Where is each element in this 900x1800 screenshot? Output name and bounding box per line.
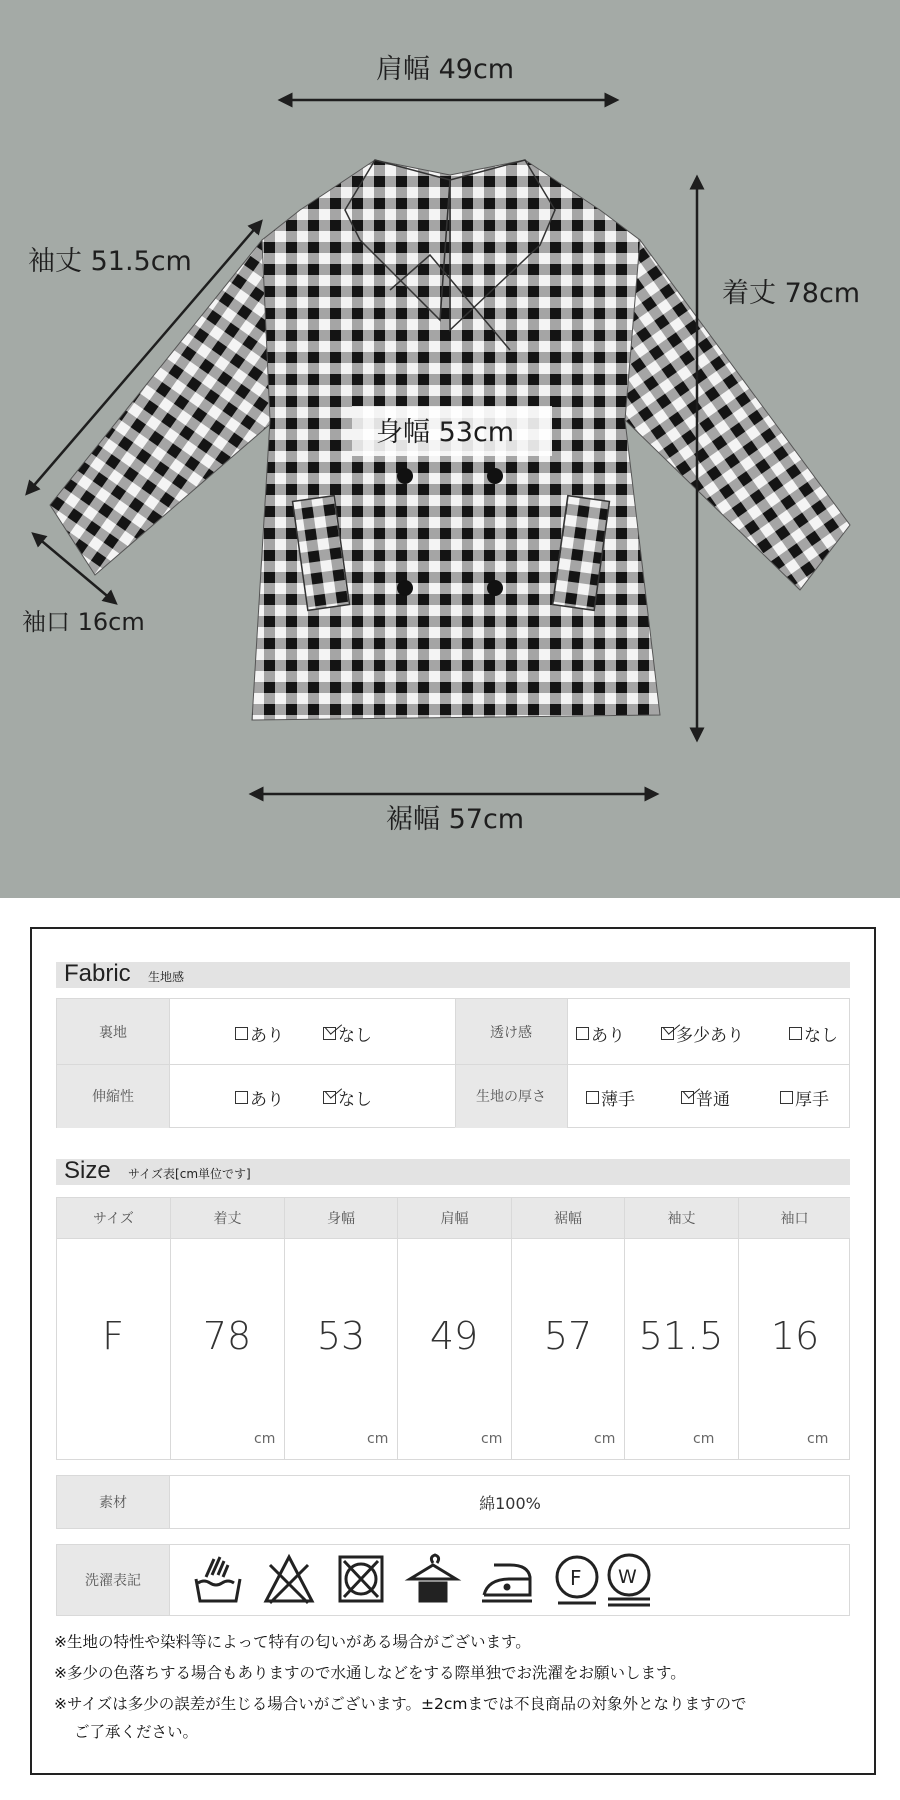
- size-title: Size: [64, 1157, 111, 1184]
- size-value-size: F: [102, 1314, 124, 1358]
- size-header-length: 着丈: [171, 1198, 284, 1238]
- size-value-shoulder: 49: [429, 1314, 479, 1358]
- fabric-section-header: [56, 962, 850, 988]
- lining-option-yes: あり: [235, 1021, 284, 1046]
- unit-label: cm: [254, 1431, 276, 1447]
- iron-low-icon: [482, 1565, 532, 1601]
- stretch-option-no: なし: [323, 1085, 372, 1110]
- note-3: ※サイズは多少の誤差が生じる場合いがございます。±2cmまでは不良商品の対象外となりますので: [54, 1695, 747, 1713]
- sleeve-length-label: 袖丈 51.5cm: [28, 246, 192, 277]
- size-header-body-width: 身幅: [285, 1198, 397, 1238]
- hem-width-label: 裾幅 57cm: [386, 804, 525, 835]
- unit-label: cm: [594, 1431, 616, 1447]
- size-header-sleeve: 袖丈: [625, 1198, 738, 1238]
- product-photo: [0, 0, 900, 898]
- checkbox-icon: [235, 1027, 248, 1040]
- thickness-option-thick: 厚手: [780, 1085, 829, 1110]
- total-length-label: 着丈 78cm: [722, 278, 861, 309]
- sheerness-label: 透け感: [455, 999, 567, 1064]
- lining-label: 裏地: [57, 999, 169, 1064]
- hand-wash-icon: [196, 1557, 240, 1601]
- shoulder-width-label: 肩幅 49cm: [376, 54, 515, 85]
- note-1: ※生地の特性や染料等によって特有の匂いがある場合がございます。: [54, 1633, 531, 1651]
- unit-label: cm: [481, 1431, 503, 1447]
- size-value-body-width: 53: [316, 1314, 366, 1358]
- size-section-header: [56, 1159, 850, 1185]
- thickness-label: 生地の厚さ: [455, 1064, 567, 1128]
- body-width-label: 身幅 53cm: [376, 417, 515, 448]
- note-2: ※多少の色落ちする場合もありますので水通しなどをする際単独でお洗濯をお願いします。: [54, 1664, 686, 1682]
- size-value-cuff: 16: [770, 1314, 820, 1358]
- size-value-hem: 57: [543, 1314, 593, 1358]
- spec-card: [30, 927, 876, 1775]
- size-value-sleeve: 51.5: [638, 1314, 724, 1358]
- svg-text:W: W: [618, 1566, 637, 1588]
- size-header-size: サイズ: [57, 1198, 170, 1238]
- material-value: 綿100%: [479, 1493, 541, 1513]
- material-row: [56, 1475, 850, 1529]
- stretch-option-yes: あり: [235, 1085, 284, 1110]
- size-value-length: 78: [202, 1314, 252, 1358]
- sheer-option-slight: 多少あり: [661, 1021, 744, 1046]
- hang-dry-icon: [410, 1555, 456, 1601]
- sheer-option-no: なし: [789, 1021, 838, 1046]
- unit-label: cm: [367, 1431, 389, 1447]
- care-icons: [192, 1553, 652, 1609]
- thickness-option-normal: 普通: [681, 1085, 730, 1110]
- thickness-option-thin: 薄手: [586, 1085, 635, 1110]
- unit-label: cm: [693, 1431, 715, 1447]
- no-bleach-icon: [266, 1557, 312, 1603]
- lining-option-no: なし: [323, 1021, 372, 1046]
- note-4: ご了承ください。: [74, 1723, 199, 1741]
- fabric-subtitle: 生地感: [148, 970, 185, 984]
- fabric-title: Fabric: [64, 960, 131, 987]
- wet-clean-w-icon: [608, 1555, 650, 1605]
- checkbox-icon: [576, 1027, 589, 1040]
- size-header-cuff: 袖口: [739, 1198, 850, 1238]
- checked-checkbox-icon: [323, 1091, 336, 1104]
- sheer-option-yes: あり: [576, 1021, 625, 1046]
- size-subtitle: サイズ表[cm単位です]: [128, 1167, 251, 1181]
- cuff-width-label: 袖口 16cm: [22, 608, 145, 636]
- checkbox-icon: [586, 1091, 599, 1104]
- checkbox-icon: [789, 1027, 802, 1040]
- material-label: 素材: [57, 1476, 169, 1528]
- size-table: [56, 1197, 850, 1460]
- size-header-shoulder: 肩幅: [398, 1198, 511, 1238]
- checked-checkbox-icon: [681, 1091, 694, 1104]
- checkbox-icon: [780, 1091, 793, 1104]
- no-tumble-dry-icon: [340, 1557, 382, 1601]
- checkbox-icon: [235, 1091, 248, 1104]
- checked-checkbox-icon: [661, 1027, 674, 1040]
- svg-text:F: F: [570, 1566, 582, 1590]
- stretch-label: 伸縮性: [57, 1064, 169, 1128]
- dry-clean-f-icon: [557, 1557, 597, 1603]
- checked-checkbox-icon: [323, 1027, 336, 1040]
- unit-label: cm: [807, 1431, 829, 1447]
- care-label: 洗濯表記: [57, 1545, 169, 1615]
- fabric-table: [56, 998, 850, 1128]
- size-header-hem: 裾幅: [512, 1198, 624, 1238]
